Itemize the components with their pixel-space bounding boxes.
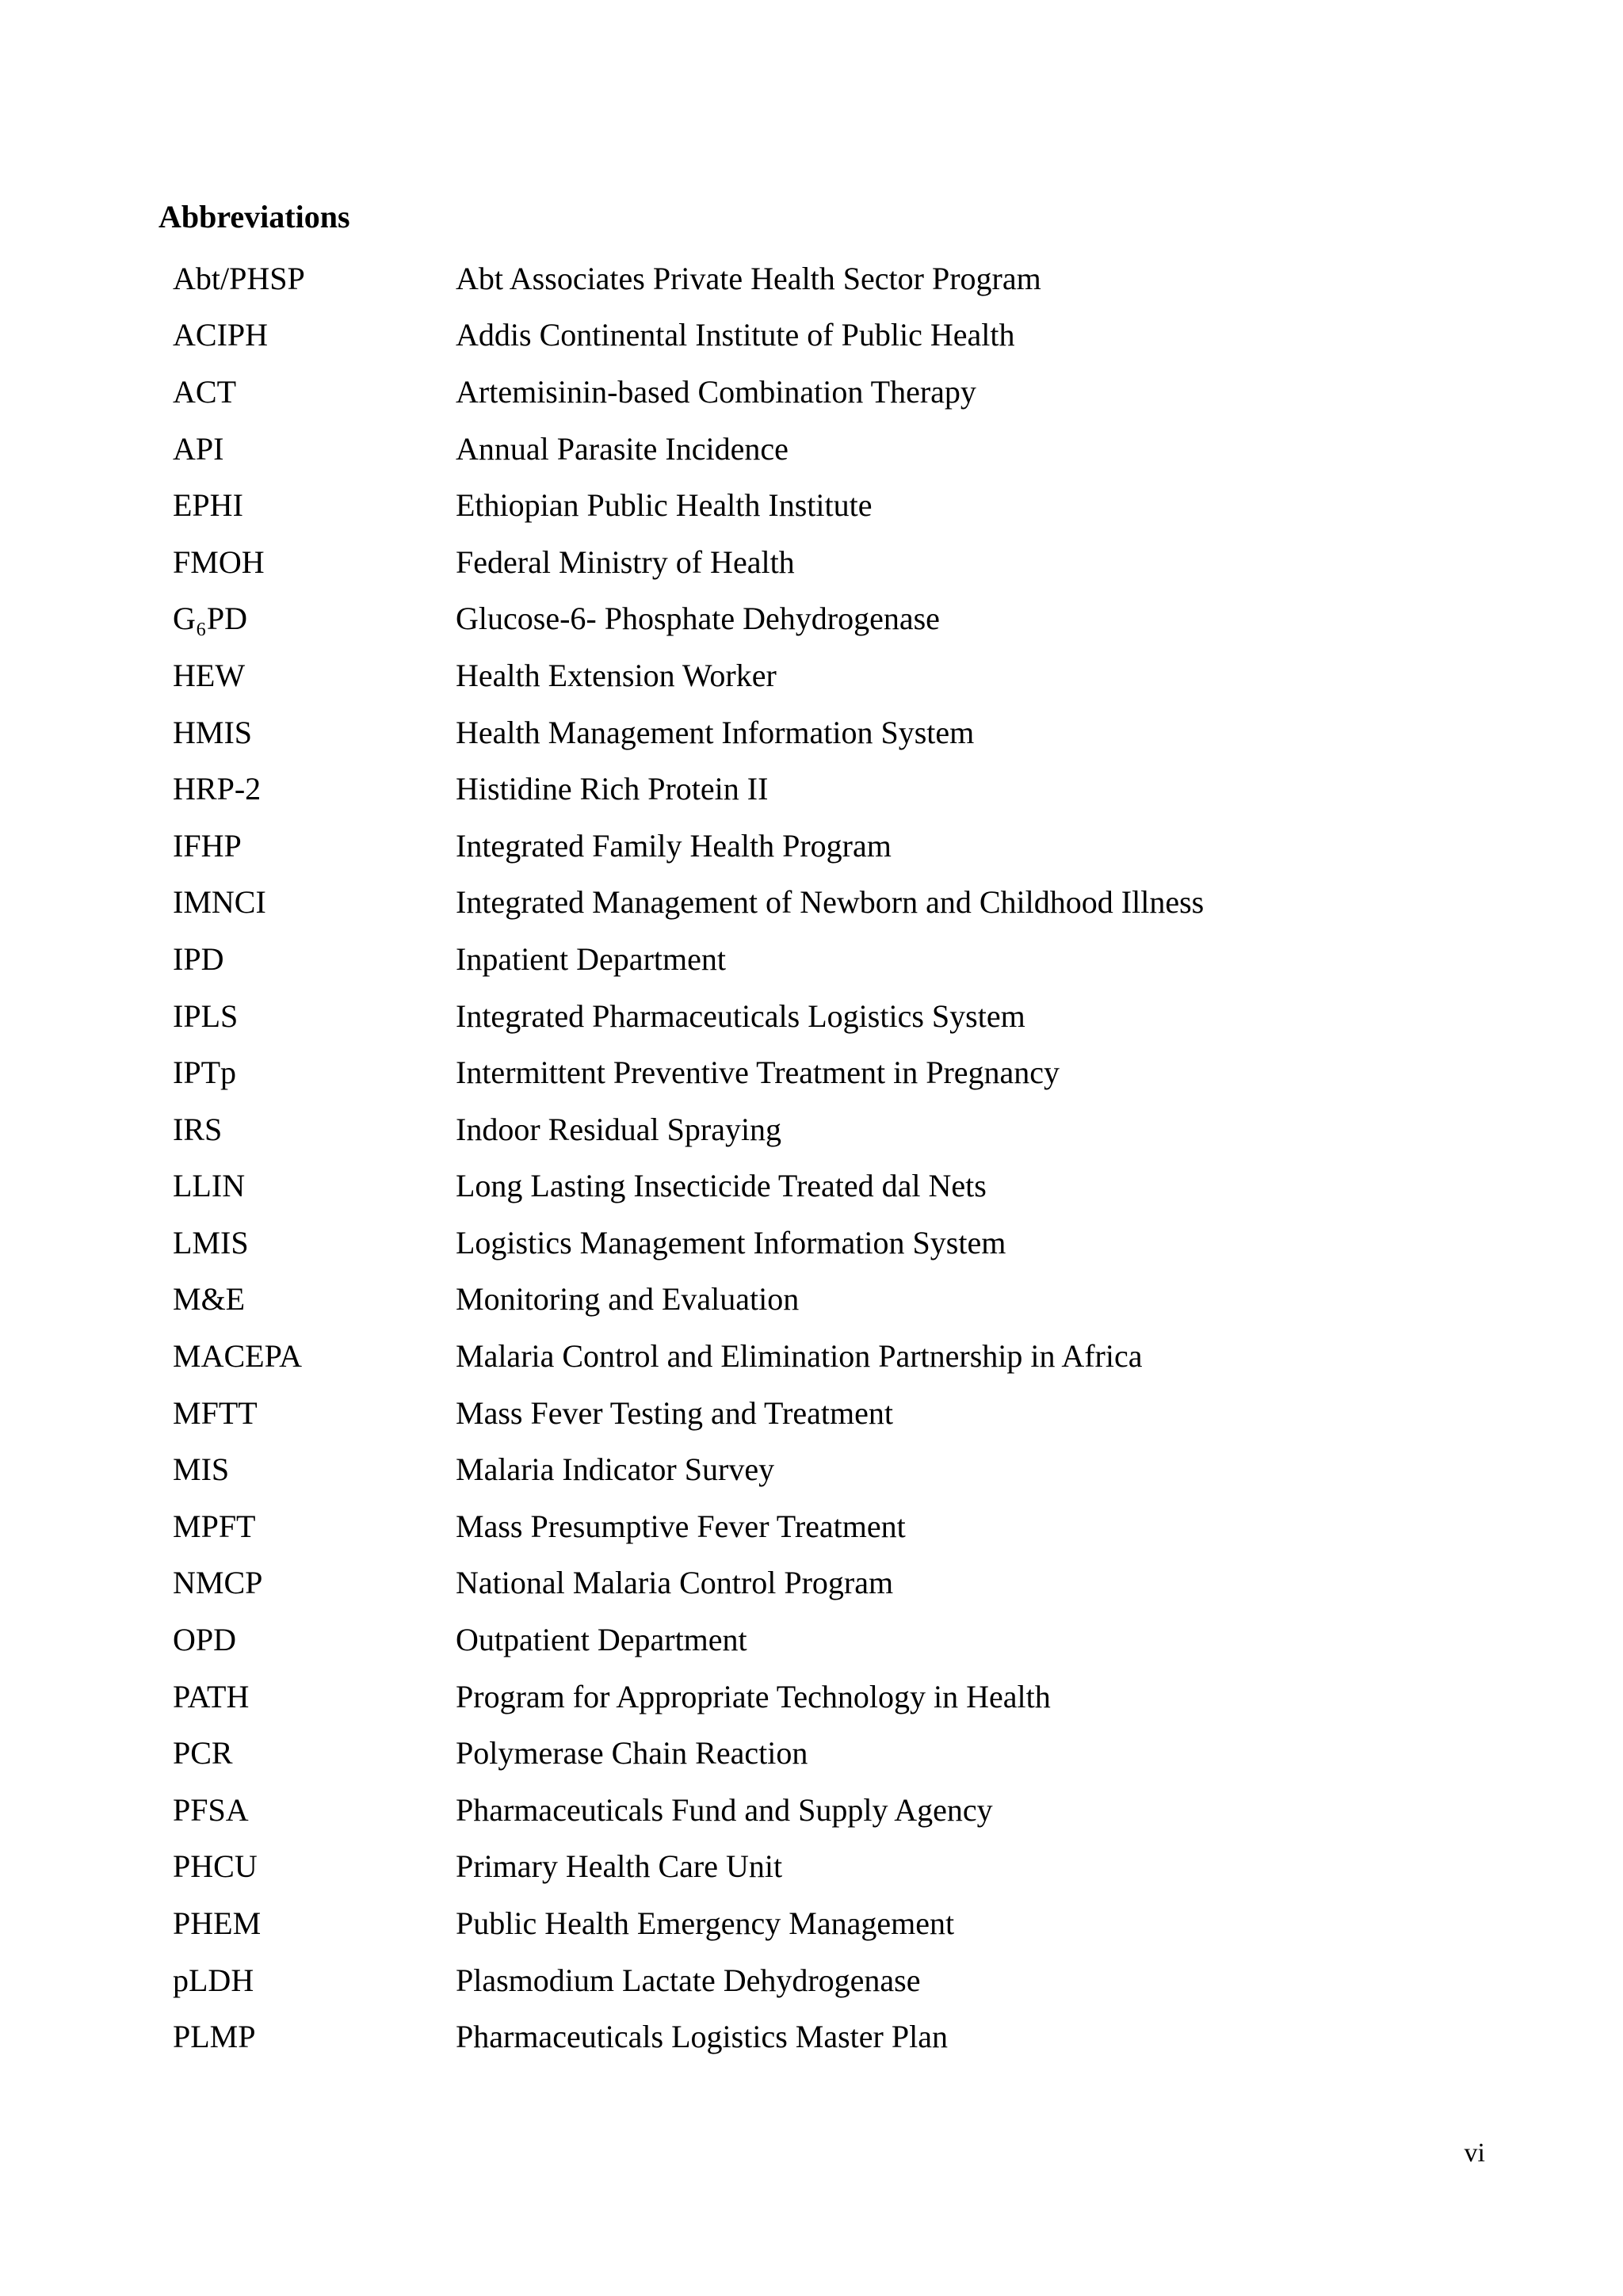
abbreviation-definition: Health Management Information System [456, 714, 975, 750]
abbreviation-row [173, 647, 1204, 704]
abbreviation-definition: Pharmaceuticals Logistics Master Plan [456, 2019, 948, 2055]
abbreviation-term: OPD [173, 1622, 237, 1658]
abbreviation-row [173, 818, 1204, 875]
abbreviation-definition: Histidine Rich Protein II [456, 771, 769, 807]
abbreviation-term: PFSA [173, 1791, 249, 1828]
abbreviation-term: IPD [173, 940, 224, 977]
abbreviation-row [173, 1272, 1204, 1329]
abbreviation-term: pLDH [173, 1962, 254, 1998]
abbreviation-term: MACEPA [173, 1338, 303, 1375]
abbreviation-term: EPHI [173, 487, 243, 524]
abbreviation-row [173, 1782, 1204, 1839]
abbreviation-row [173, 1385, 1204, 1442]
abbreviation-row [173, 1669, 1204, 1726]
abbreviation-term: IRS [173, 1111, 223, 1147]
abbreviation-definition: Federal Ministry of Health [456, 543, 795, 580]
abbreviation-definition: Pharmaceuticals Fund and Supply Agency [456, 1791, 993, 1828]
abbreviation-term: PATH [173, 1678, 250, 1714]
abbreviation-row [173, 1101, 1204, 1158]
abbreviation-definition: Malaria Control and Elimination Partnership in Africa [456, 1338, 1143, 1375]
page-number: vi [1464, 2138, 1485, 2168]
abbreviations-table [173, 250, 1204, 2065]
abbreviation-definition: Primary Health Care Unit [456, 1848, 783, 1885]
abbreviation-term: M&E [173, 1281, 246, 1318]
abbreviation-definition: Intermittent Preventive Treatment in Pregnancy [456, 1055, 1060, 1091]
abbreviation-row [173, 364, 1204, 421]
abbreviation-row [173, 1498, 1204, 1555]
abbreviation-term: G₆PD [173, 601, 247, 637]
abbreviation-term: API [173, 430, 224, 467]
abbreviation-definition: Outpatient Department [456, 1622, 747, 1658]
abbreviation-definition: Abt Associates Private Health Sector Program [456, 260, 1041, 296]
abbreviation-term: HRP-2 [173, 771, 262, 807]
abbreviation-row [173, 1555, 1204, 1612]
abbreviation-definition: Addis Continental Institute of Public Health [456, 317, 1015, 353]
abbreviation-row [173, 1839, 1204, 1896]
abbreviation-term: HMIS [173, 714, 253, 750]
abbreviation-row [173, 1952, 1204, 2009]
abbreviation-definition: Integrated Pharmaceuticals Logistics System [456, 997, 1025, 1034]
abbreviation-term: IPLS [173, 997, 239, 1034]
abbreviation-row [173, 1044, 1204, 1101]
abbreviation-term: PCR [173, 1735, 233, 1772]
abbreviation-row [173, 875, 1204, 932]
abbreviation-row [173, 421, 1204, 478]
abbreviation-definition: Ethiopian Public Health Institute [456, 487, 873, 524]
abbreviation-term: MPFT [173, 1508, 256, 1544]
abbreviation-row [173, 1215, 1204, 1272]
abbreviation-term: Abt/PHSP [173, 260, 305, 296]
abbreviation-term: LMIS [173, 1224, 249, 1261]
abbreviation-row [173, 931, 1204, 988]
abbreviation-term: MIS [173, 1451, 230, 1488]
abbreviation-row [173, 477, 1204, 534]
abbreviation-row [173, 250, 1204, 307]
abbreviation-term: HEW [173, 657, 246, 693]
abbreviation-definition: Mass Presumptive Fever Treatment [456, 1508, 906, 1544]
abbreviation-definition: National Malaria Control Program [456, 1565, 894, 1601]
abbreviation-definition: Mass Fever Testing and Treatment [456, 1394, 893, 1431]
abbreviation-term: PLMP [173, 2019, 256, 2055]
abbreviation-definition: Long Lasting Insecticide Treated dal Nets [456, 1168, 987, 1204]
abbreviation-row [173, 761, 1204, 818]
abbreviation-row [173, 591, 1204, 648]
abbreviation-term: ACIPH [173, 317, 269, 353]
abbreviation-term: ACT [173, 373, 236, 410]
abbreviation-definition: Annual Parasite Incidence [456, 430, 789, 467]
abbreviation-term: IPTp [173, 1055, 236, 1091]
abbreviation-term: NMCP [173, 1565, 263, 1601]
abbreviation-row [173, 1611, 1204, 1669]
abbreviation-definition: Plasmodium Lactate Dehydrogenase [456, 1962, 921, 1998]
abbreviation-row [173, 534, 1204, 591]
abbreviation-row [173, 1328, 1204, 1385]
abbreviation-row [173, 1895, 1204, 1952]
abbreviation-term: PHCU [173, 1848, 258, 1885]
abbreviation-term: PHEM [173, 1905, 262, 1942]
abbreviation-term: FMOH [173, 543, 265, 580]
abbreviation-row [173, 2008, 1204, 2065]
abbreviation-definition: Artemisinin-based Combination Therapy [456, 373, 976, 410]
abbreviation-definition: Polymerase Chain Reaction [456, 1735, 808, 1772]
abbreviation-row [173, 307, 1204, 364]
abbreviation-definition: Glucose-6- Phosphate Dehydrogenase [456, 601, 940, 637]
abbreviation-definition: Monitoring and Evaluation [456, 1281, 800, 1318]
abbreviation-term: MFTT [173, 1394, 258, 1431]
abbreviation-definition: Malaria Indicator Survey [456, 1451, 775, 1488]
abbreviation-definition: Integrated Family Health Program [456, 827, 892, 864]
abbreviation-definition: Logistics Management Information System [456, 1224, 1006, 1261]
abbreviation-row [173, 1441, 1204, 1498]
abbreviation-definition: Integrated Management of Newborn and Childhood Illness [456, 884, 1205, 921]
abbreviations-list [173, 250, 1204, 2065]
abbreviation-term: IFHP [173, 827, 242, 864]
abbreviation-row [173, 1725, 1204, 1782]
abbreviation-row [173, 1158, 1204, 1215]
abbreviation-term: LLIN [173, 1168, 246, 1204]
abbreviation-term: IMNCI [173, 884, 266, 921]
abbreviation-definition: Health Extension Worker [456, 657, 777, 693]
abbreviation-definition: Indoor Residual Spraying [456, 1111, 782, 1147]
abbreviation-row [173, 988, 1204, 1045]
abbreviation-row [173, 704, 1204, 761]
page-heading: Abbreviations [158, 199, 350, 235]
abbreviation-definition: Program for Appropriate Technology in Health [456, 1678, 1051, 1714]
abbreviation-definition: Inpatient Department [456, 940, 726, 977]
abbreviation-definition: Public Health Emergency Management [456, 1905, 955, 1942]
